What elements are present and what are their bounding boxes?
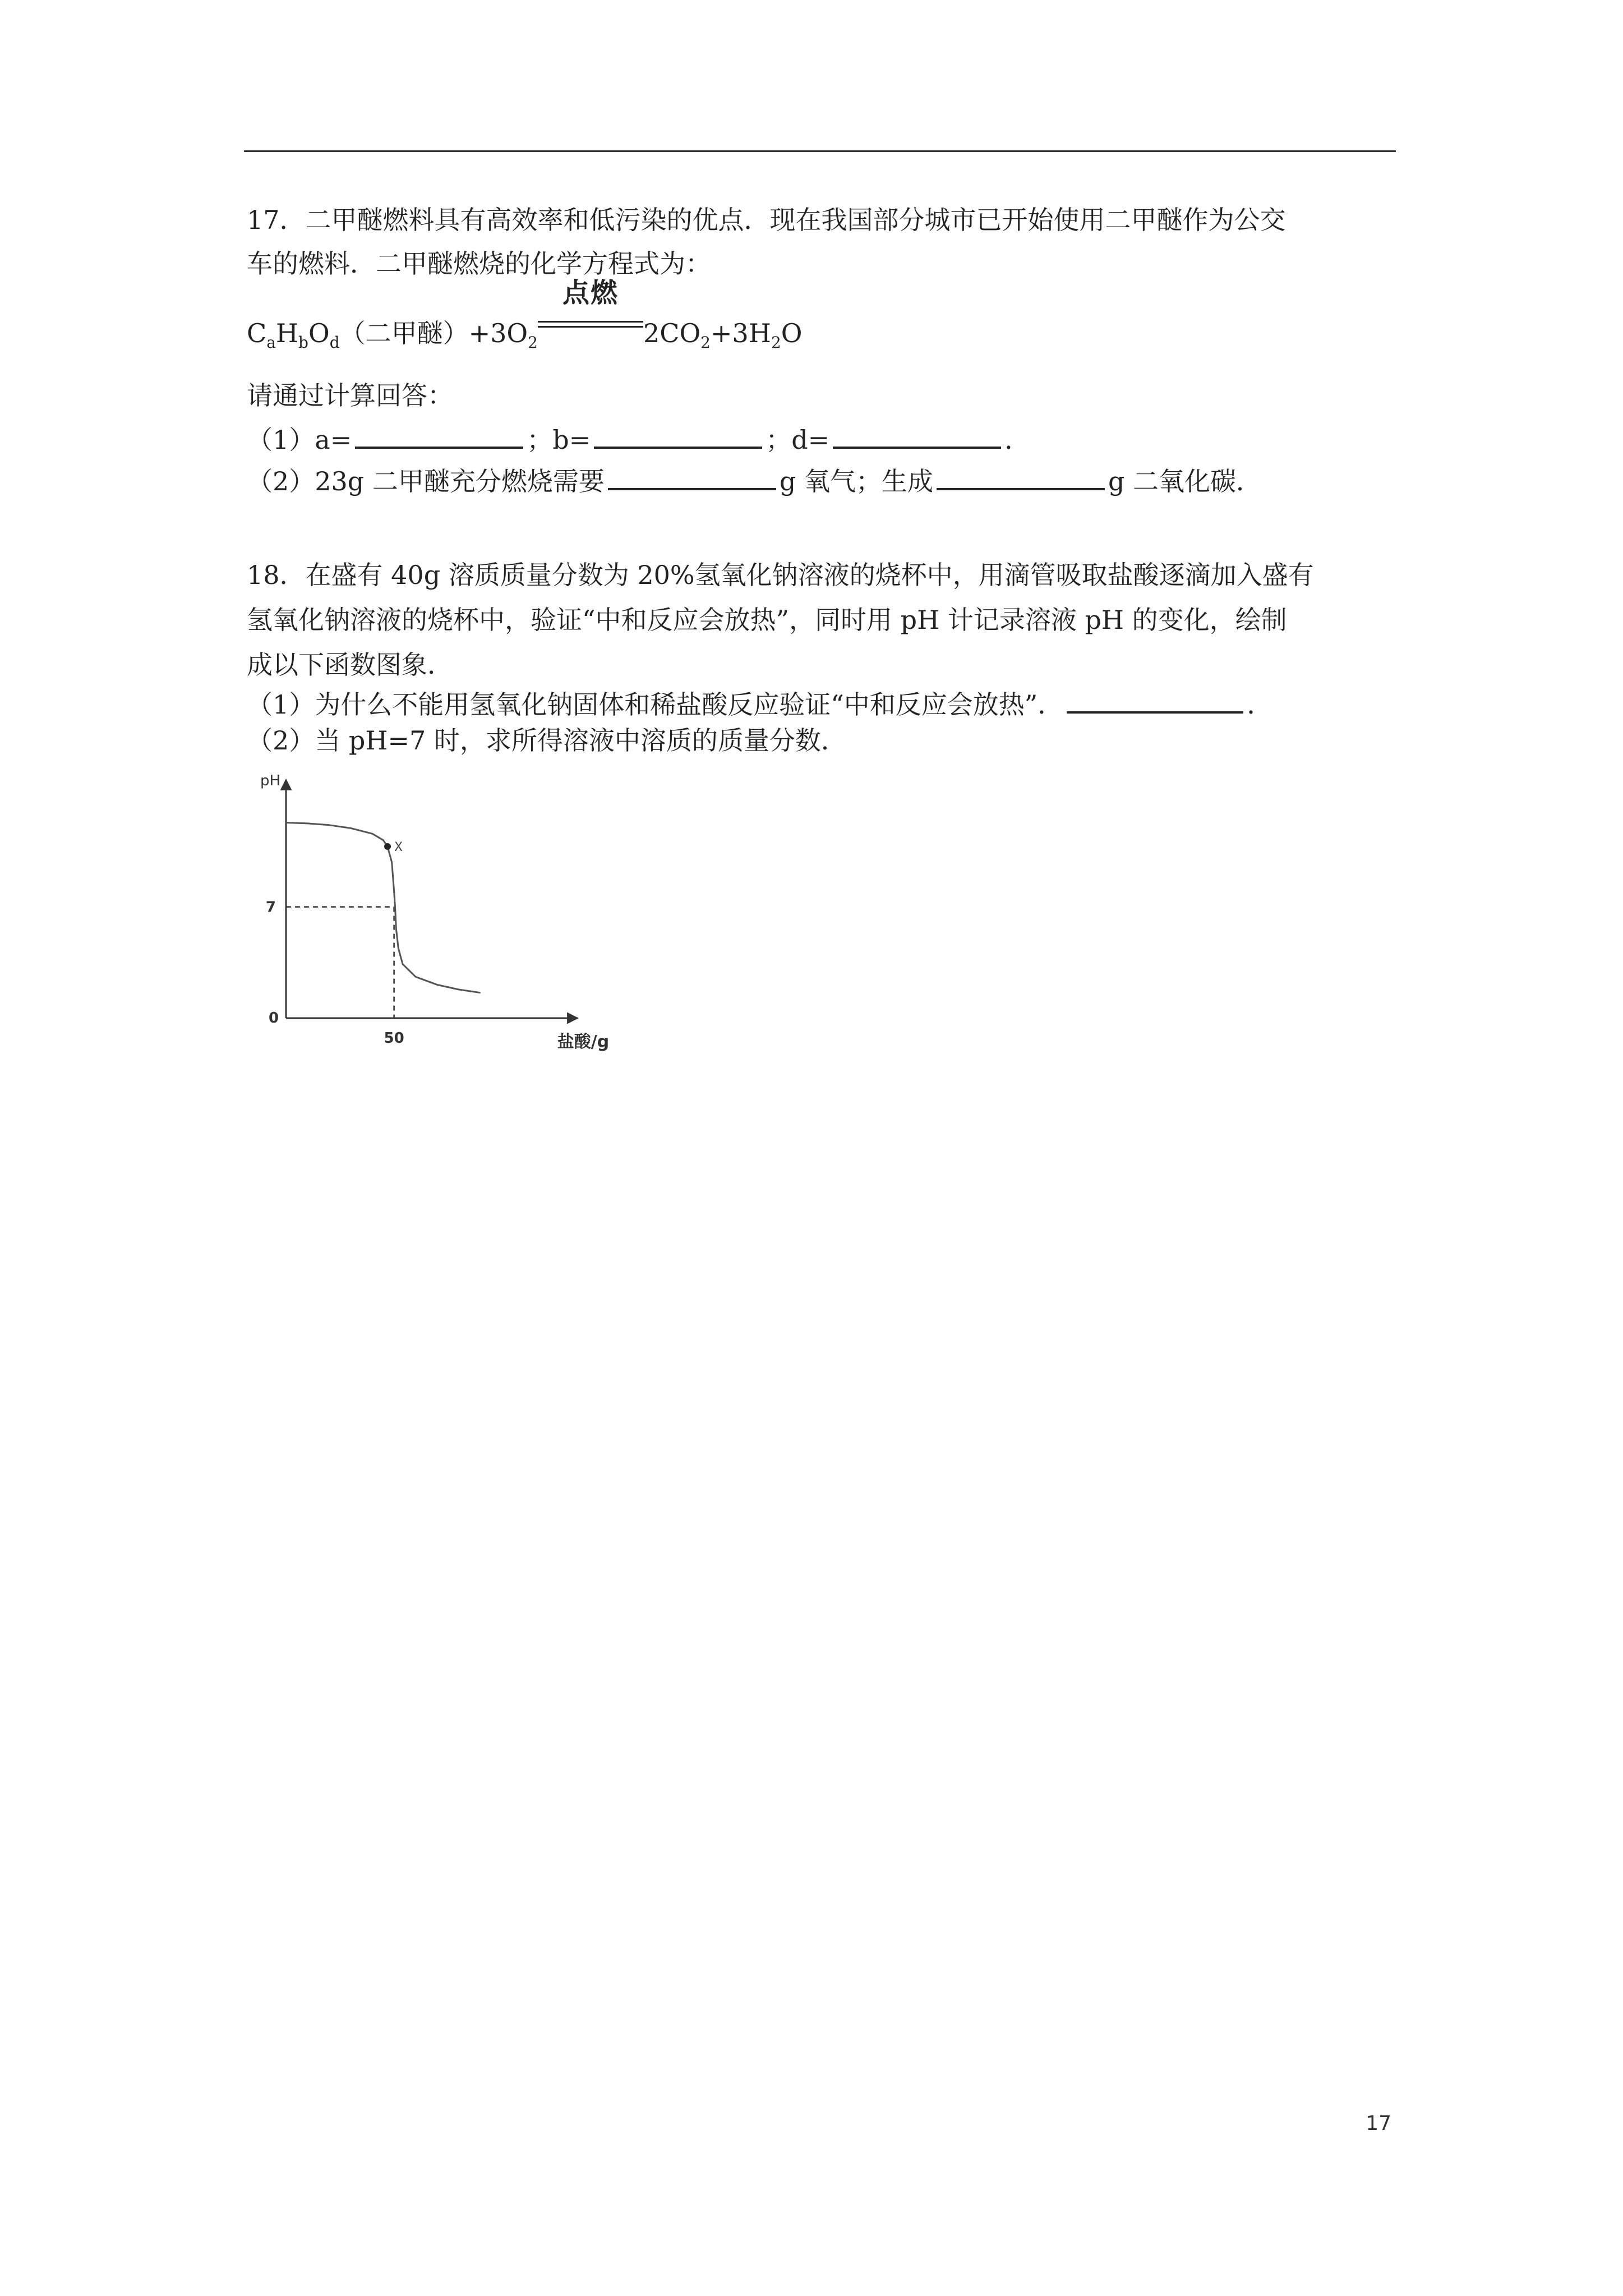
- q18-sub-1: [247, 684, 1272, 721]
- q18-sub1-end: ．: [1247, 689, 1273, 720]
- blank-b[interactable]: [594, 420, 762, 449]
- q17-sub1-lead: （1）a=: [247, 425, 352, 455]
- reaction-equals-sign: [538, 321, 643, 328]
- eq-h2o-prefix: +3H: [711, 318, 771, 348]
- q17-stem-line-2: 车的燃料．二甲醚燃烧的化学方程式为：: [247, 249, 711, 279]
- eq-sub-d: d: [329, 333, 340, 352]
- point-x-marker: [384, 843, 391, 850]
- blank-reason[interactable]: [1067, 684, 1243, 714]
- q17-sub-2: [247, 461, 1262, 498]
- eq-reactants: （二甲醚）+3O: [339, 318, 528, 348]
- q18-stem-line-2: 氢氧化钠溶液的烧杯中，验证“中和反应会放热”，同时用 pH 计记录溶液 pH 的变化，绘制: [247, 605, 1287, 635]
- eq-h2o-subscript: 2: [771, 333, 781, 352]
- q18-sub-2: （2）当 pH=7 时，求所得溶液中溶质的质量分数．: [247, 725, 847, 756]
- q17-sub1-sep2: ；d=: [766, 425, 830, 455]
- x-tick-label: 50: [384, 1030, 404, 1047]
- q17-sub1-sep1: ；b=: [527, 425, 591, 455]
- condition-label: 点燃: [562, 277, 619, 309]
- q17-stem-line-1: 17．二甲醚燃料具有高效率和低污染的优点．现在我国部分城市已开始使用二甲醚作为公交: [247, 205, 1286, 235]
- origin-label: 0: [268, 1010, 279, 1027]
- y-tick-label: 7: [265, 899, 276, 916]
- point-x-label: X: [394, 840, 403, 854]
- q18-stem-line-1: 18．在盛有 40g 溶质质量分数为 20%氢氧化钠溶液的烧杯中，用滴管吸取盐酸逐滴加入盛有: [247, 560, 1314, 590]
- page-number: 17: [1366, 2112, 1391, 2135]
- y-axis-label: pH: [260, 772, 281, 789]
- eq-oxygen: O: [308, 318, 330, 348]
- eq-carbon: C: [247, 318, 267, 348]
- eq-co2: 2CO: [643, 318, 701, 348]
- eq-sub-a: a: [266, 333, 276, 352]
- q18-sub1-lead: （1）为什么不能用氢氧化钠固体和稀盐酸反应验证“中和反应会放热”．: [247, 689, 1064, 720]
- eq-hydrogen: H: [275, 318, 299, 348]
- header-rule: [244, 150, 1396, 152]
- eq-sub-b: b: [298, 333, 308, 352]
- eq-h2o-suffix: O: [781, 318, 803, 348]
- eq-co2-subscript: 2: [700, 333, 711, 352]
- blank-oxygen-mass[interactable]: [608, 461, 776, 490]
- q17-equation: [247, 277, 803, 352]
- q17-sub2-mid: g 氧气；生成: [779, 466, 933, 496]
- ph-curve-chart: [241, 763, 610, 1055]
- chart-svg: [241, 763, 610, 1055]
- blank-d[interactable]: [833, 420, 1001, 449]
- q17-sub-1: [247, 420, 1030, 457]
- ph-curve: [286, 823, 481, 993]
- q18-stem-line-3: 成以下函数图象．: [247, 650, 453, 680]
- blank-co2-mass[interactable]: [937, 461, 1105, 490]
- eq-o2-subscript: 2: [528, 333, 538, 352]
- blank-a[interactable]: [355, 420, 523, 449]
- q17-sub2-end: g 二氧化碳．: [1108, 466, 1262, 496]
- q17-prompt: 请通过计算回答：: [247, 380, 453, 411]
- x-axis-label: 盐酸/g: [557, 1032, 610, 1052]
- q17-sub2-lead: （2）23g 二甲醚充分燃烧需要: [247, 466, 605, 496]
- reaction-condition: [538, 277, 643, 342]
- q17-sub1-end: ．: [1004, 425, 1031, 455]
